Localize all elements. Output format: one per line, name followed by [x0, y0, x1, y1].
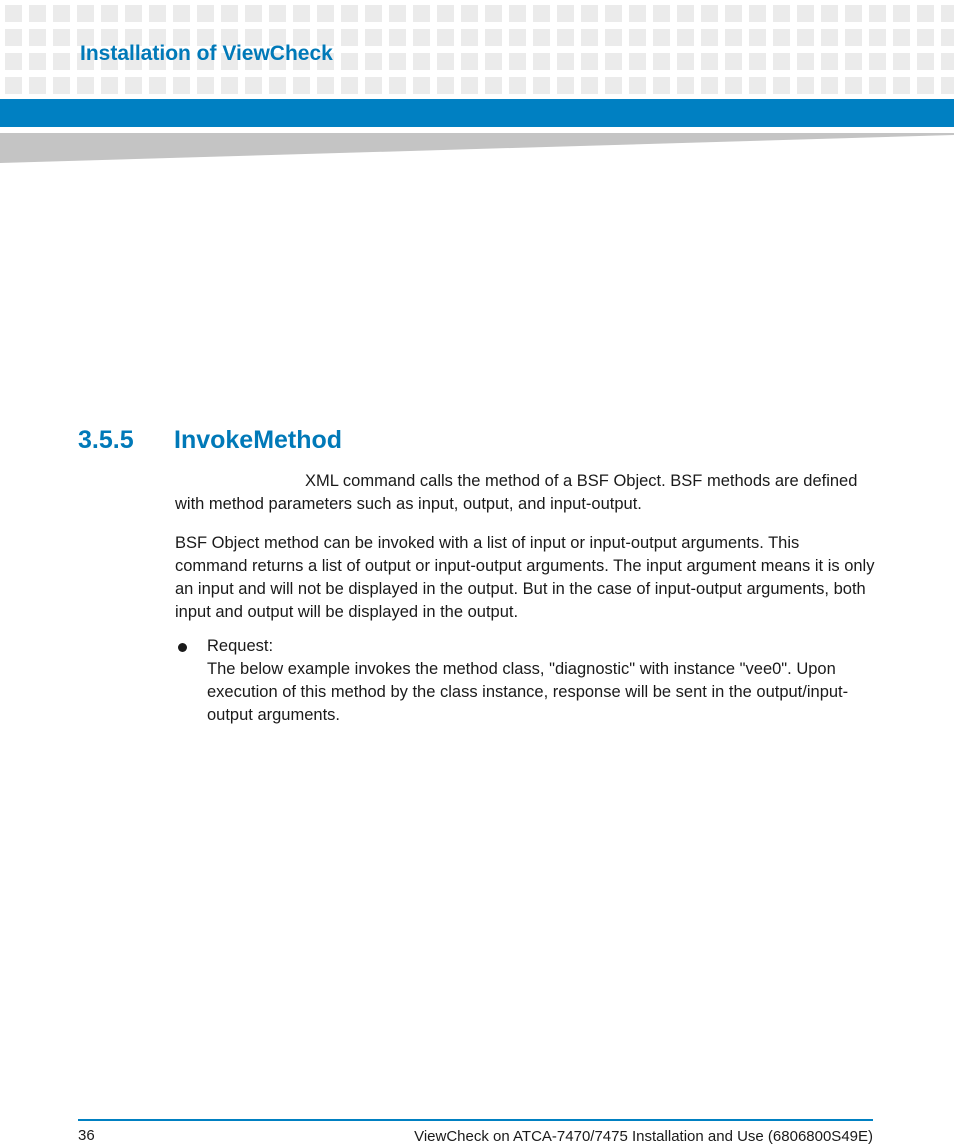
- header-pattern-square: [773, 53, 790, 70]
- header-pattern-square: [29, 53, 46, 70]
- header-pattern-square: [437, 5, 454, 22]
- header-pattern-square: [77, 5, 94, 22]
- header-pattern-square: [461, 53, 478, 70]
- header-pattern-square: [605, 29, 622, 46]
- header-pattern-square: [821, 77, 838, 94]
- header-pattern-square: [797, 5, 814, 22]
- header-pattern-square: [845, 29, 862, 46]
- header-pattern-square: [221, 5, 238, 22]
- header-pattern-square: [533, 77, 550, 94]
- header-pattern-square: [101, 5, 118, 22]
- header-pattern-square: [365, 77, 382, 94]
- header-pattern-square: [509, 53, 526, 70]
- header-pattern-square: [245, 77, 262, 94]
- header-pattern-square: [77, 77, 94, 94]
- header-pattern-square: [509, 77, 526, 94]
- header-pattern-square: [509, 29, 526, 46]
- header-pattern-square: [797, 29, 814, 46]
- header-pattern-square: [941, 53, 954, 70]
- header-pattern-square: [605, 77, 622, 94]
- header-pattern-square: [413, 5, 430, 22]
- header-pattern-square: [173, 5, 190, 22]
- bullet-text: The below example invokes the method class, "diagnostic" with instance "vee0". Upon execution of this method by the class instance, response will be sent in the output/input-output arguments.: [207, 660, 849, 724]
- header-pattern-square: [917, 53, 934, 70]
- header-pattern-square: [533, 29, 550, 46]
- header-pattern-square: [869, 5, 886, 22]
- header-pattern-square: [437, 29, 454, 46]
- header-pattern-square: [101, 77, 118, 94]
- header-pattern-square: [365, 29, 382, 46]
- header-pattern-square: [605, 53, 622, 70]
- header-gray-wedge: [0, 131, 954, 163]
- header-pattern-square: [581, 77, 598, 94]
- header-pattern-square: [461, 5, 478, 22]
- footer-document-title: ViewCheck on ATCA-7470/7475 Installation and Use (6806800S49E): [414, 1128, 873, 1145]
- header-pattern-square: [389, 29, 406, 46]
- header-pattern-square: [149, 5, 166, 22]
- header-pattern-square: [533, 53, 550, 70]
- paragraph-1: [175, 470, 875, 516]
- header-pattern-square: [413, 29, 430, 46]
- header-pattern-square: [701, 29, 718, 46]
- header-pattern-square: [917, 29, 934, 46]
- section-heading: [78, 422, 342, 458]
- header-pattern-square: [293, 77, 310, 94]
- running-header-title: Installation of ViewCheck: [80, 42, 333, 65]
- header-pattern-square: [581, 5, 598, 22]
- header-pattern-square: [5, 5, 22, 22]
- header-pattern-square: [845, 77, 862, 94]
- header-pattern-square: [461, 29, 478, 46]
- header-pattern-square: [5, 77, 22, 94]
- header-pattern-square: [821, 29, 838, 46]
- header-pattern-square: [821, 5, 838, 22]
- header-pattern-square: [893, 5, 910, 22]
- header-pattern-square: [917, 77, 934, 94]
- header-pattern-square: [845, 5, 862, 22]
- header-pattern-square: [29, 5, 46, 22]
- header-pattern-square: [245, 5, 262, 22]
- header-pattern-square: [773, 77, 790, 94]
- header-pattern-square: [653, 5, 670, 22]
- header-pattern-square: [893, 77, 910, 94]
- header-pattern-square: [917, 5, 934, 22]
- header-pattern-square: [365, 5, 382, 22]
- header-pattern-square: [677, 53, 694, 70]
- header-pattern-square: [293, 5, 310, 22]
- header-pattern-square: [485, 29, 502, 46]
- header-pattern-square: [701, 5, 718, 22]
- header-pattern-square: [365, 53, 382, 70]
- header-pattern-square: [437, 53, 454, 70]
- header-pattern-square: [725, 5, 742, 22]
- header-pattern-square: [125, 77, 142, 94]
- header-pattern-square: [629, 5, 646, 22]
- section-title: InvokeMethod: [174, 426, 343, 454]
- header-pattern-square: [941, 5, 954, 22]
- footer-rule: [78, 1119, 873, 1121]
- header-pattern-square: [461, 77, 478, 94]
- header-pattern-square: [869, 29, 886, 46]
- header-pattern-square: [509, 5, 526, 22]
- header-pattern-square: [341, 77, 358, 94]
- header-pattern-square: [53, 29, 70, 46]
- header-pattern-square: [749, 53, 766, 70]
- header-pattern-square: [773, 5, 790, 22]
- header-pattern-square: [221, 77, 238, 94]
- header-pattern-square: [413, 77, 430, 94]
- header-pattern-square: [557, 77, 574, 94]
- header-pattern-square: [725, 29, 742, 46]
- header-pattern-square: [269, 5, 286, 22]
- header-pattern-square: [53, 53, 70, 70]
- bullet-label: Request:: [207, 637, 274, 655]
- page-number: 36: [78, 1127, 95, 1144]
- header-pattern-square: [389, 5, 406, 22]
- header-pattern-square: [749, 29, 766, 46]
- header-pattern-square: [749, 5, 766, 22]
- bullet-content: [207, 635, 877, 727]
- header-pattern-square: [149, 77, 166, 94]
- header-pattern-square: [653, 77, 670, 94]
- header-pattern-square: [701, 77, 718, 94]
- paragraph-1-text: XML command calls the method of a BSF Object. BSF methods are defined with method parameters such as input, output, and input-output.: [175, 472, 858, 513]
- header-pattern-square: [173, 77, 190, 94]
- header-pattern-square: [701, 53, 718, 70]
- header-pattern-square: [773, 29, 790, 46]
- header-pattern-square: [581, 53, 598, 70]
- bullet-icon: [178, 643, 187, 652]
- header-pattern-square: [413, 53, 430, 70]
- header-pattern-square: [725, 53, 742, 70]
- paragraph-2: BSF Object method can be invoked with a list of input or input-output arguments. This command returns a list of output or input-output arguments. The input argument means it is only an input and will not be displayed in the output. But in the case of input-output arguments, both input and output will be displayed in the output.: [175, 534, 875, 621]
- header-pattern-square: [341, 29, 358, 46]
- header-pattern-square: [869, 53, 886, 70]
- header-pattern-square: [749, 77, 766, 94]
- header-pattern-square: [581, 29, 598, 46]
- header-pattern-square: [5, 29, 22, 46]
- header-pattern-square: [29, 29, 46, 46]
- header-pattern-square: [845, 53, 862, 70]
- header-pattern-square: [893, 53, 910, 70]
- header-pattern-square: [317, 5, 334, 22]
- header-pattern-square: [629, 77, 646, 94]
- header-pattern-square: [797, 77, 814, 94]
- header-pattern-square: [629, 53, 646, 70]
- header-blue-bar: [0, 99, 954, 127]
- header-pattern-square: [485, 5, 502, 22]
- header-pattern-square: [533, 5, 550, 22]
- header-pattern-square: [197, 5, 214, 22]
- header-pattern-square: [437, 77, 454, 94]
- header-pattern-square: [629, 29, 646, 46]
- header-pattern-square: [653, 29, 670, 46]
- header-pattern-square: [725, 77, 742, 94]
- header-pattern-square: [941, 77, 954, 94]
- header-pattern-square: [269, 77, 286, 94]
- header-pattern-square: [557, 29, 574, 46]
- header-pattern-square: [317, 77, 334, 94]
- header-pattern-square: [389, 53, 406, 70]
- header-pattern-square: [341, 53, 358, 70]
- header-pattern-square: [341, 5, 358, 22]
- header-pattern-square: [677, 77, 694, 94]
- header-pattern-square: [485, 53, 502, 70]
- header-pattern-square: [893, 29, 910, 46]
- header-pattern-square: [53, 77, 70, 94]
- header-pattern-square: [941, 29, 954, 46]
- header-pattern-square: [653, 53, 670, 70]
- header-pattern-square: [5, 53, 22, 70]
- header-pattern-square: [197, 77, 214, 94]
- header-pattern-square: [389, 77, 406, 94]
- header-pattern-square: [557, 5, 574, 22]
- header-pattern-square: [677, 5, 694, 22]
- header-pattern-square: [605, 5, 622, 22]
- header-pattern-square: [869, 77, 886, 94]
- header-pattern-square: [53, 5, 70, 22]
- header-pattern-square: [821, 53, 838, 70]
- header-pattern-square: [677, 29, 694, 46]
- header-pattern-square: [29, 77, 46, 94]
- header-pattern-square: [485, 77, 502, 94]
- header-pattern-square: [125, 5, 142, 22]
- section-number: 3.5.5: [78, 426, 134, 454]
- header-pattern-square: [797, 53, 814, 70]
- header-pattern-square: [557, 53, 574, 70]
